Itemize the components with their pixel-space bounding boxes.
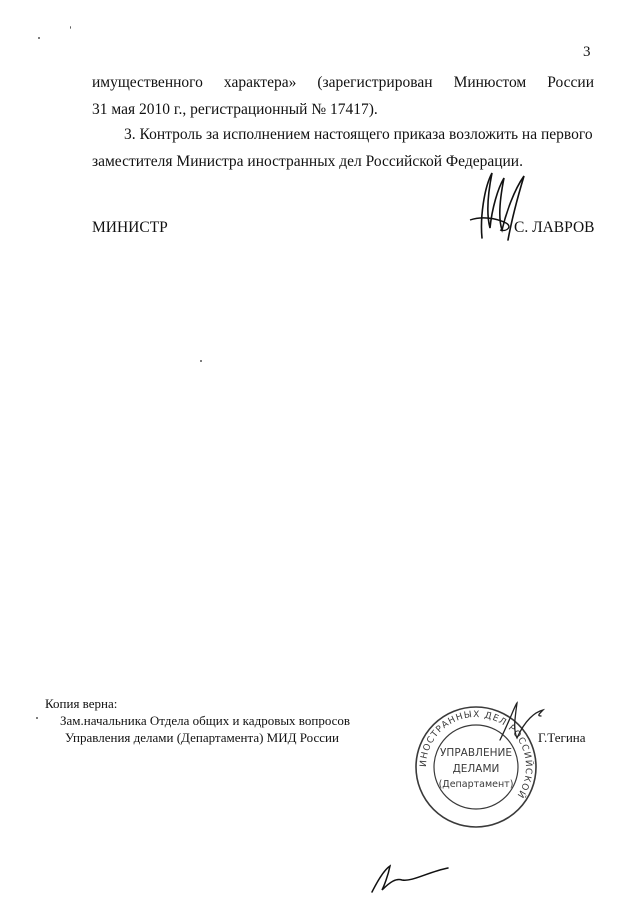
scan-speck [38,37,40,39]
paragraph-3 [92,121,594,175]
copy-position-line: Управления делами (Департамента) МИД России [65,730,339,745]
page-number: 3 [583,44,591,60]
seal-center-line: УПРАВЛЕНИЕ [440,747,512,759]
scan-speck [36,717,38,719]
paragraph-line: имущественного характера» (зарегистрирован Минюстом России [92,74,594,91]
paragraph-line: 31 мая 2010 г., регистрационный № 17417). [92,101,378,118]
scan-speck [70,26,71,29]
paragraph-line: заместителя Министра иностранных дел Российской Федерации. [92,153,523,170]
minister-name: С. ЛАВРОВ [514,219,595,236]
scan-speck [200,360,202,362]
seal-center-line: (Департамент) [438,779,514,790]
initials-signature-image [368,860,458,896]
copy-position-line: Зам.начальника Отдела общих и кадровых вопросов [60,713,351,728]
seal-center-line: ДЕЛАМИ [452,763,500,775]
seal-ring-text: ИНОСТРАННЫХ ДЕЛ РОССИЙСКОЙ [418,709,534,800]
clerk-name: Г.Тегина [538,730,586,745]
minister-title: МИНИСТР [92,219,168,236]
paragraph-line: 3. Контроль за исполнением настоящего приказа возложить на первого [124,126,593,143]
copy-heading: Копия верна: [45,696,118,711]
copy-certification [45,695,350,746]
